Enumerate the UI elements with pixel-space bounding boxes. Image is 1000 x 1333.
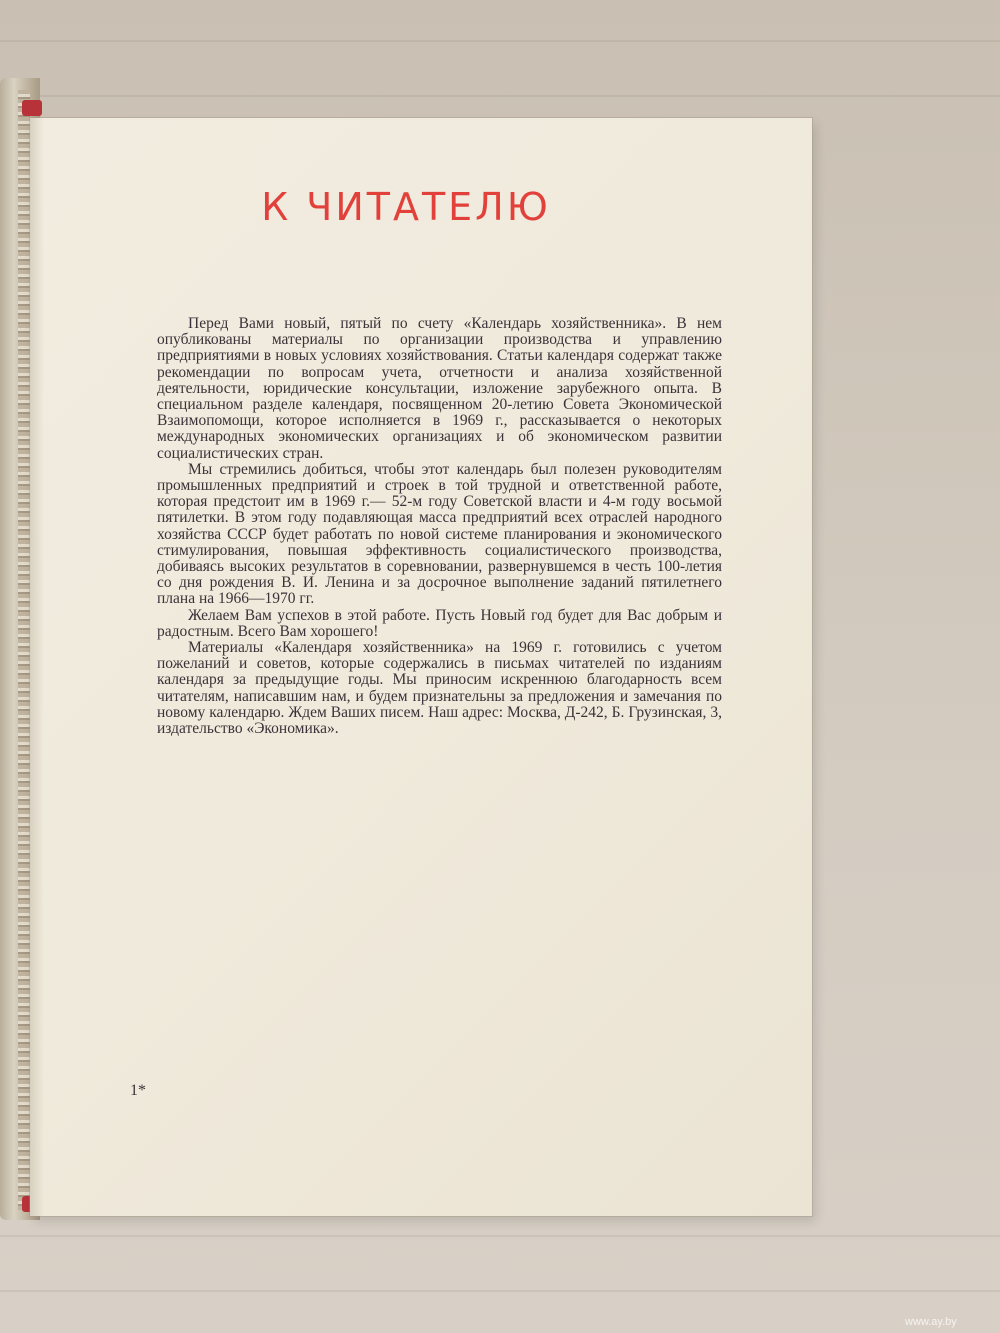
page-title: К ЧИТАТЕЛЮ <box>261 185 551 229</box>
paragraph-3: Желаем Вам успехов в этой работе. Пусть Новый год будет для Вас добрым и радостным. Всего Вам хорошего! <box>157 606 722 640</box>
wood-grain <box>0 40 1000 42</box>
wood-grain <box>0 95 1000 97</box>
headband-top <box>22 100 42 116</box>
paragraph-1: Перед Вами новый, пятый по счету «Календарь хозяйственника». В нем опубликованы материалы по организации производства и управлению предприятиями в новых условиях хозяйствования. Статьи календаря содержат также рекомендации по вопросам учета, отчетности и анализа хозяйственной деятельности, юридические консультации, изложение зарубежного опыта. В специальном разделе календаря, посвященном 20-летию Совета Экономической Взаимопомощи, которое исполняется в 1969 г., рассказывается о некоторых международных экономических организациях и об экономическом развитии социалистических стран. <box>157 315 722 462</box>
body-text <box>157 316 722 737</box>
paragraph-4: Материалы «Календаря хозяйственника» на 1969 г. готовились с учетом пожеланий и советов, которые содержались в письмах читателей по изданиям календаря за предыдущие годы. Мы приносим искреннюю благодарность всем читателям, написавшим нам, и будем признательны за предложения и замечания по новому календарю. Ждем Ваших писем. Наш адрес: Москва, Д-242, Б. Грузинская, 3, издательство «Экономика». <box>157 639 722 738</box>
page-gutter-shadow <box>30 118 44 1216</box>
wood-grain <box>0 1235 1000 1237</box>
spine-binding-thread <box>18 90 30 1210</box>
page-number: 1* <box>130 1082 146 1099</box>
watermark: www.ay.by <box>905 1316 957 1328</box>
wood-grain <box>0 1290 1000 1292</box>
paragraph-2: Мы стремились добиться, чтобы этот календарь был полезен руководителям промышленных предприятий и строек в той трудной и ответственной работе, которая предстоит им в 1969 г.— 52-м году Советской власти и 4-м году восьмой пятилетки. В этом году подавляющая масса предприятий всех отраслей народного хозяйства СССР будет работать по новой системе планирования и экономического стимулирования, повышая эффективность социалистического производства, добиваясь высоких результатов в соревновании, развернувшемся в честь 100-летия со дня рождения В. И. Ленина и за досрочное выполнение заданий пятилетнего плана на 1966—1970 гг. <box>157 460 722 608</box>
